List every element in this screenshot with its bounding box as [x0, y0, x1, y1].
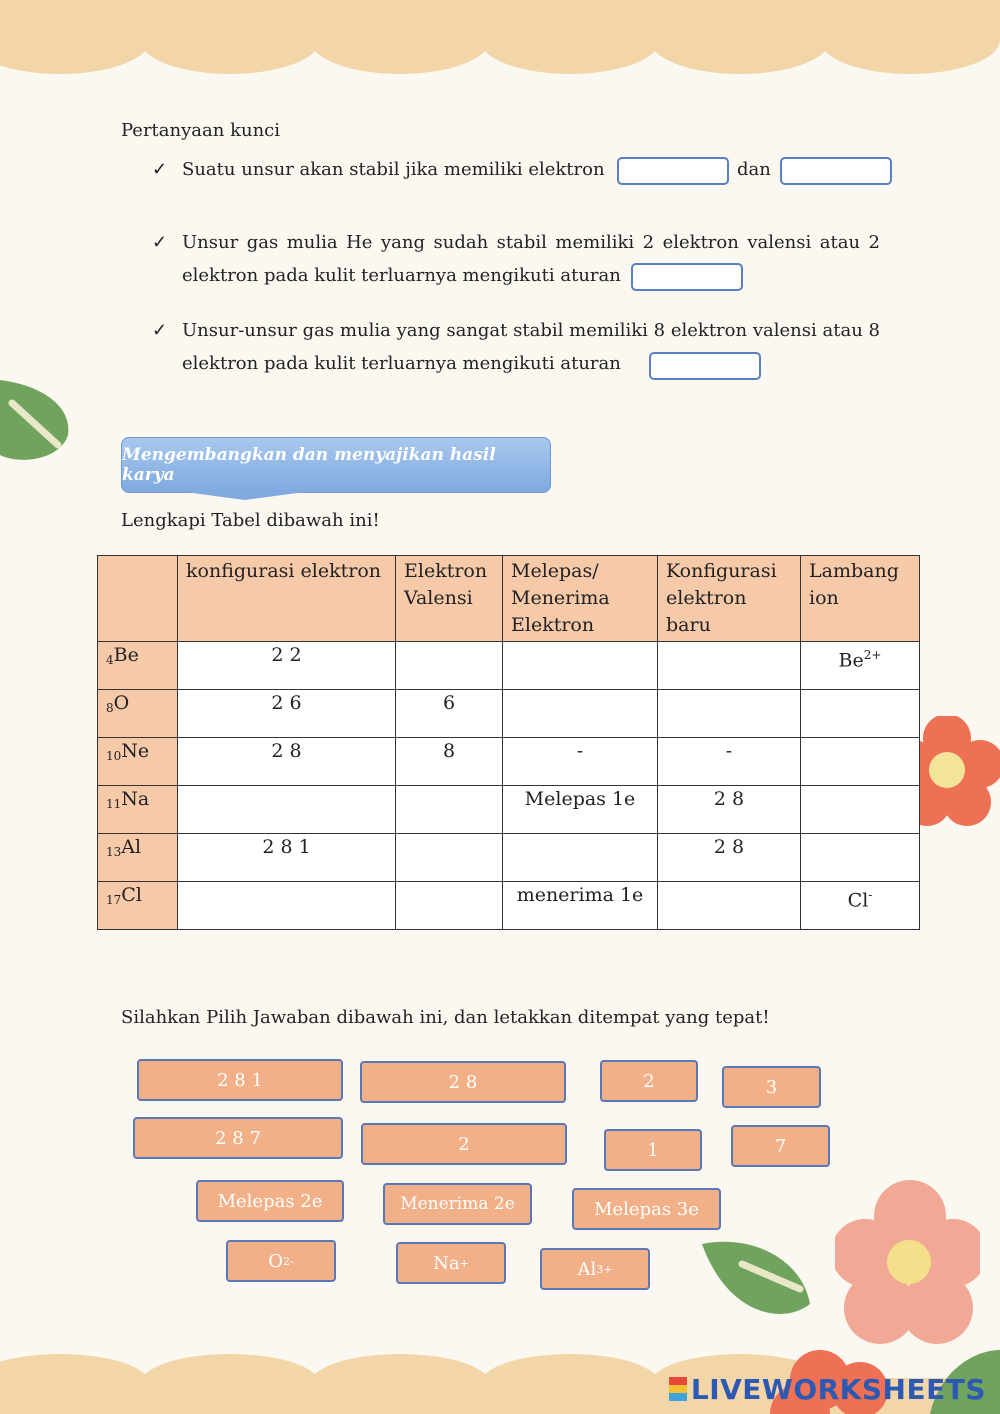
new-config-cell[interactable]: 2 8: [658, 834, 801, 882]
config-cell[interactable]: [178, 786, 396, 834]
bullet-3-text: Unsur-unsur gas mulia yang sangat stabil memiliki 8 elektron valensi atau 8 elektron pada kulit terluarnya mengikuti aturan: [182, 320, 880, 374]
table-instruction: Lengkapi Tabel dibawah ini!: [121, 510, 380, 531]
action-cell[interactable]: [503, 690, 658, 738]
answer-chip[interactable]: 1: [604, 1129, 702, 1171]
answer-chip[interactable]: Melepas 3e: [572, 1188, 721, 1230]
electron-table: [97, 555, 920, 930]
valence-cell[interactable]: [396, 786, 503, 834]
valence-cell[interactable]: 6: [396, 690, 503, 738]
element-cell: $_8$O: [98, 690, 178, 738]
ion-cell[interactable]: [801, 738, 920, 786]
config-cell[interactable]: 2 8 1: [178, 834, 396, 882]
valence-cell[interactable]: [396, 642, 503, 690]
answer-chip[interactable]: Na +: [396, 1242, 506, 1284]
check-icon: ✓: [152, 232, 168, 253]
new-config-cell[interactable]: 2 8: [658, 786, 801, 834]
table-row: [98, 786, 920, 834]
config-cell[interactable]: 2 8: [178, 738, 396, 786]
answer-chip[interactable]: 7: [731, 1125, 830, 1167]
answer-chip[interactable]: 2: [361, 1123, 567, 1165]
connector-word: dan: [737, 159, 771, 180]
header-cell-valence: Elektron Valensi: [396, 556, 503, 642]
new-config-cell[interactable]: [658, 690, 801, 738]
liveworksheets-logo: LIVEWORKSHEETS: [669, 1373, 986, 1406]
answer-chip[interactable]: 2 8: [360, 1061, 566, 1103]
answer-input-1[interactable]: [617, 157, 729, 185]
answer-input-4[interactable]: [649, 352, 761, 380]
element-cell: $_{10}$Ne: [98, 738, 178, 786]
element-cell: $_{13}$Al: [98, 834, 178, 882]
leaf-decoration-left: [0, 375, 72, 465]
new-config-cell[interactable]: [658, 642, 801, 690]
answer-chip[interactable]: Melepas 2e: [196, 1180, 344, 1222]
ion-cell[interactable]: $Be^{2+}$: [801, 642, 920, 690]
answer-chip[interactable]: 3: [722, 1066, 821, 1108]
answer-chip[interactable]: 2 8 1: [137, 1059, 343, 1101]
header-cell-action: Melepas/ Menerima Elektron: [503, 556, 658, 642]
answer-chip[interactable]: O 2-: [226, 1240, 336, 1282]
ion-cell[interactable]: [801, 834, 920, 882]
config-cell[interactable]: 2 2: [178, 642, 396, 690]
valence-cell[interactable]: [396, 834, 503, 882]
action-cell[interactable]: [503, 642, 658, 690]
check-icon: ✓: [152, 320, 168, 341]
action-cell[interactable]: menerima 1e: [503, 882, 658, 930]
new-config-cell[interactable]: -: [658, 738, 801, 786]
table-header-row: [98, 556, 920, 642]
valence-cell[interactable]: [396, 882, 503, 930]
table-row: [98, 834, 920, 882]
section-title: Pertanyaan kunci: [121, 120, 280, 141]
bullet-2-text: Unsur gas mulia He yang sudah stabil memiliki 2 elektron valensi atau 2 elektron pada kulit terluarnya mengikuti aturan: [182, 232, 880, 286]
element-cell: $_4$Be: [98, 642, 178, 690]
answer-chip[interactable]: 2 8 7: [133, 1117, 343, 1159]
section-banner: [121, 437, 551, 493]
action-cell[interactable]: [503, 834, 658, 882]
element-cell: $_{11}$Na: [98, 786, 178, 834]
element-cell: $_{17}$Cl: [98, 882, 178, 930]
config-cell[interactable]: [178, 882, 396, 930]
bullet-1-text: Suatu unsur akan stabil jika memiliki elektron: [182, 159, 605, 180]
ion-cell[interactable]: [801, 690, 920, 738]
header-cell-config: konfigurasi elektron: [178, 556, 396, 642]
config-cell[interactable]: 2 6: [178, 690, 396, 738]
ion-cell[interactable]: [801, 786, 920, 834]
header-cell-new-config: Konfigurasi elektron baru: [658, 556, 801, 642]
answer-chip[interactable]: 2: [600, 1060, 698, 1102]
leaf-decoration-bottom: [702, 1234, 812, 1324]
action-cell[interactable]: -: [503, 738, 658, 786]
check-icon: ✓: [152, 159, 168, 180]
header-cell-element: [98, 556, 178, 642]
table-row: [98, 882, 920, 930]
answers-instruction: Silahkan Pilih Jawaban dibawah ini, dan letakkan ditempat yang tepat!: [121, 1007, 770, 1028]
answer-chip[interactable]: Menerima 2e: [383, 1183, 532, 1225]
valence-cell[interactable]: 8: [396, 738, 503, 786]
answer-input-2[interactable]: [780, 157, 892, 185]
pink-flower-decoration: [835, 1178, 980, 1353]
ion-cell[interactable]: Cl-: [801, 882, 920, 930]
new-config-cell[interactable]: [658, 882, 801, 930]
table-row: [98, 738, 920, 786]
answer-input-3[interactable]: [631, 263, 743, 291]
action-cell[interactable]: Melepas 1e: [503, 786, 658, 834]
top-scallop-border: [0, 0, 1000, 80]
brand-mark-icon: [669, 1377, 687, 1401]
answer-chip[interactable]: Al 3+: [540, 1248, 650, 1290]
header-cell-ion: Lambang ion: [801, 556, 920, 642]
table-row: [98, 642, 920, 690]
banner-label: Mengembangkan dan menyajikan hasil karya: [122, 445, 496, 485]
table-row: [98, 690, 920, 738]
banner-callout-tail: [185, 492, 305, 502]
